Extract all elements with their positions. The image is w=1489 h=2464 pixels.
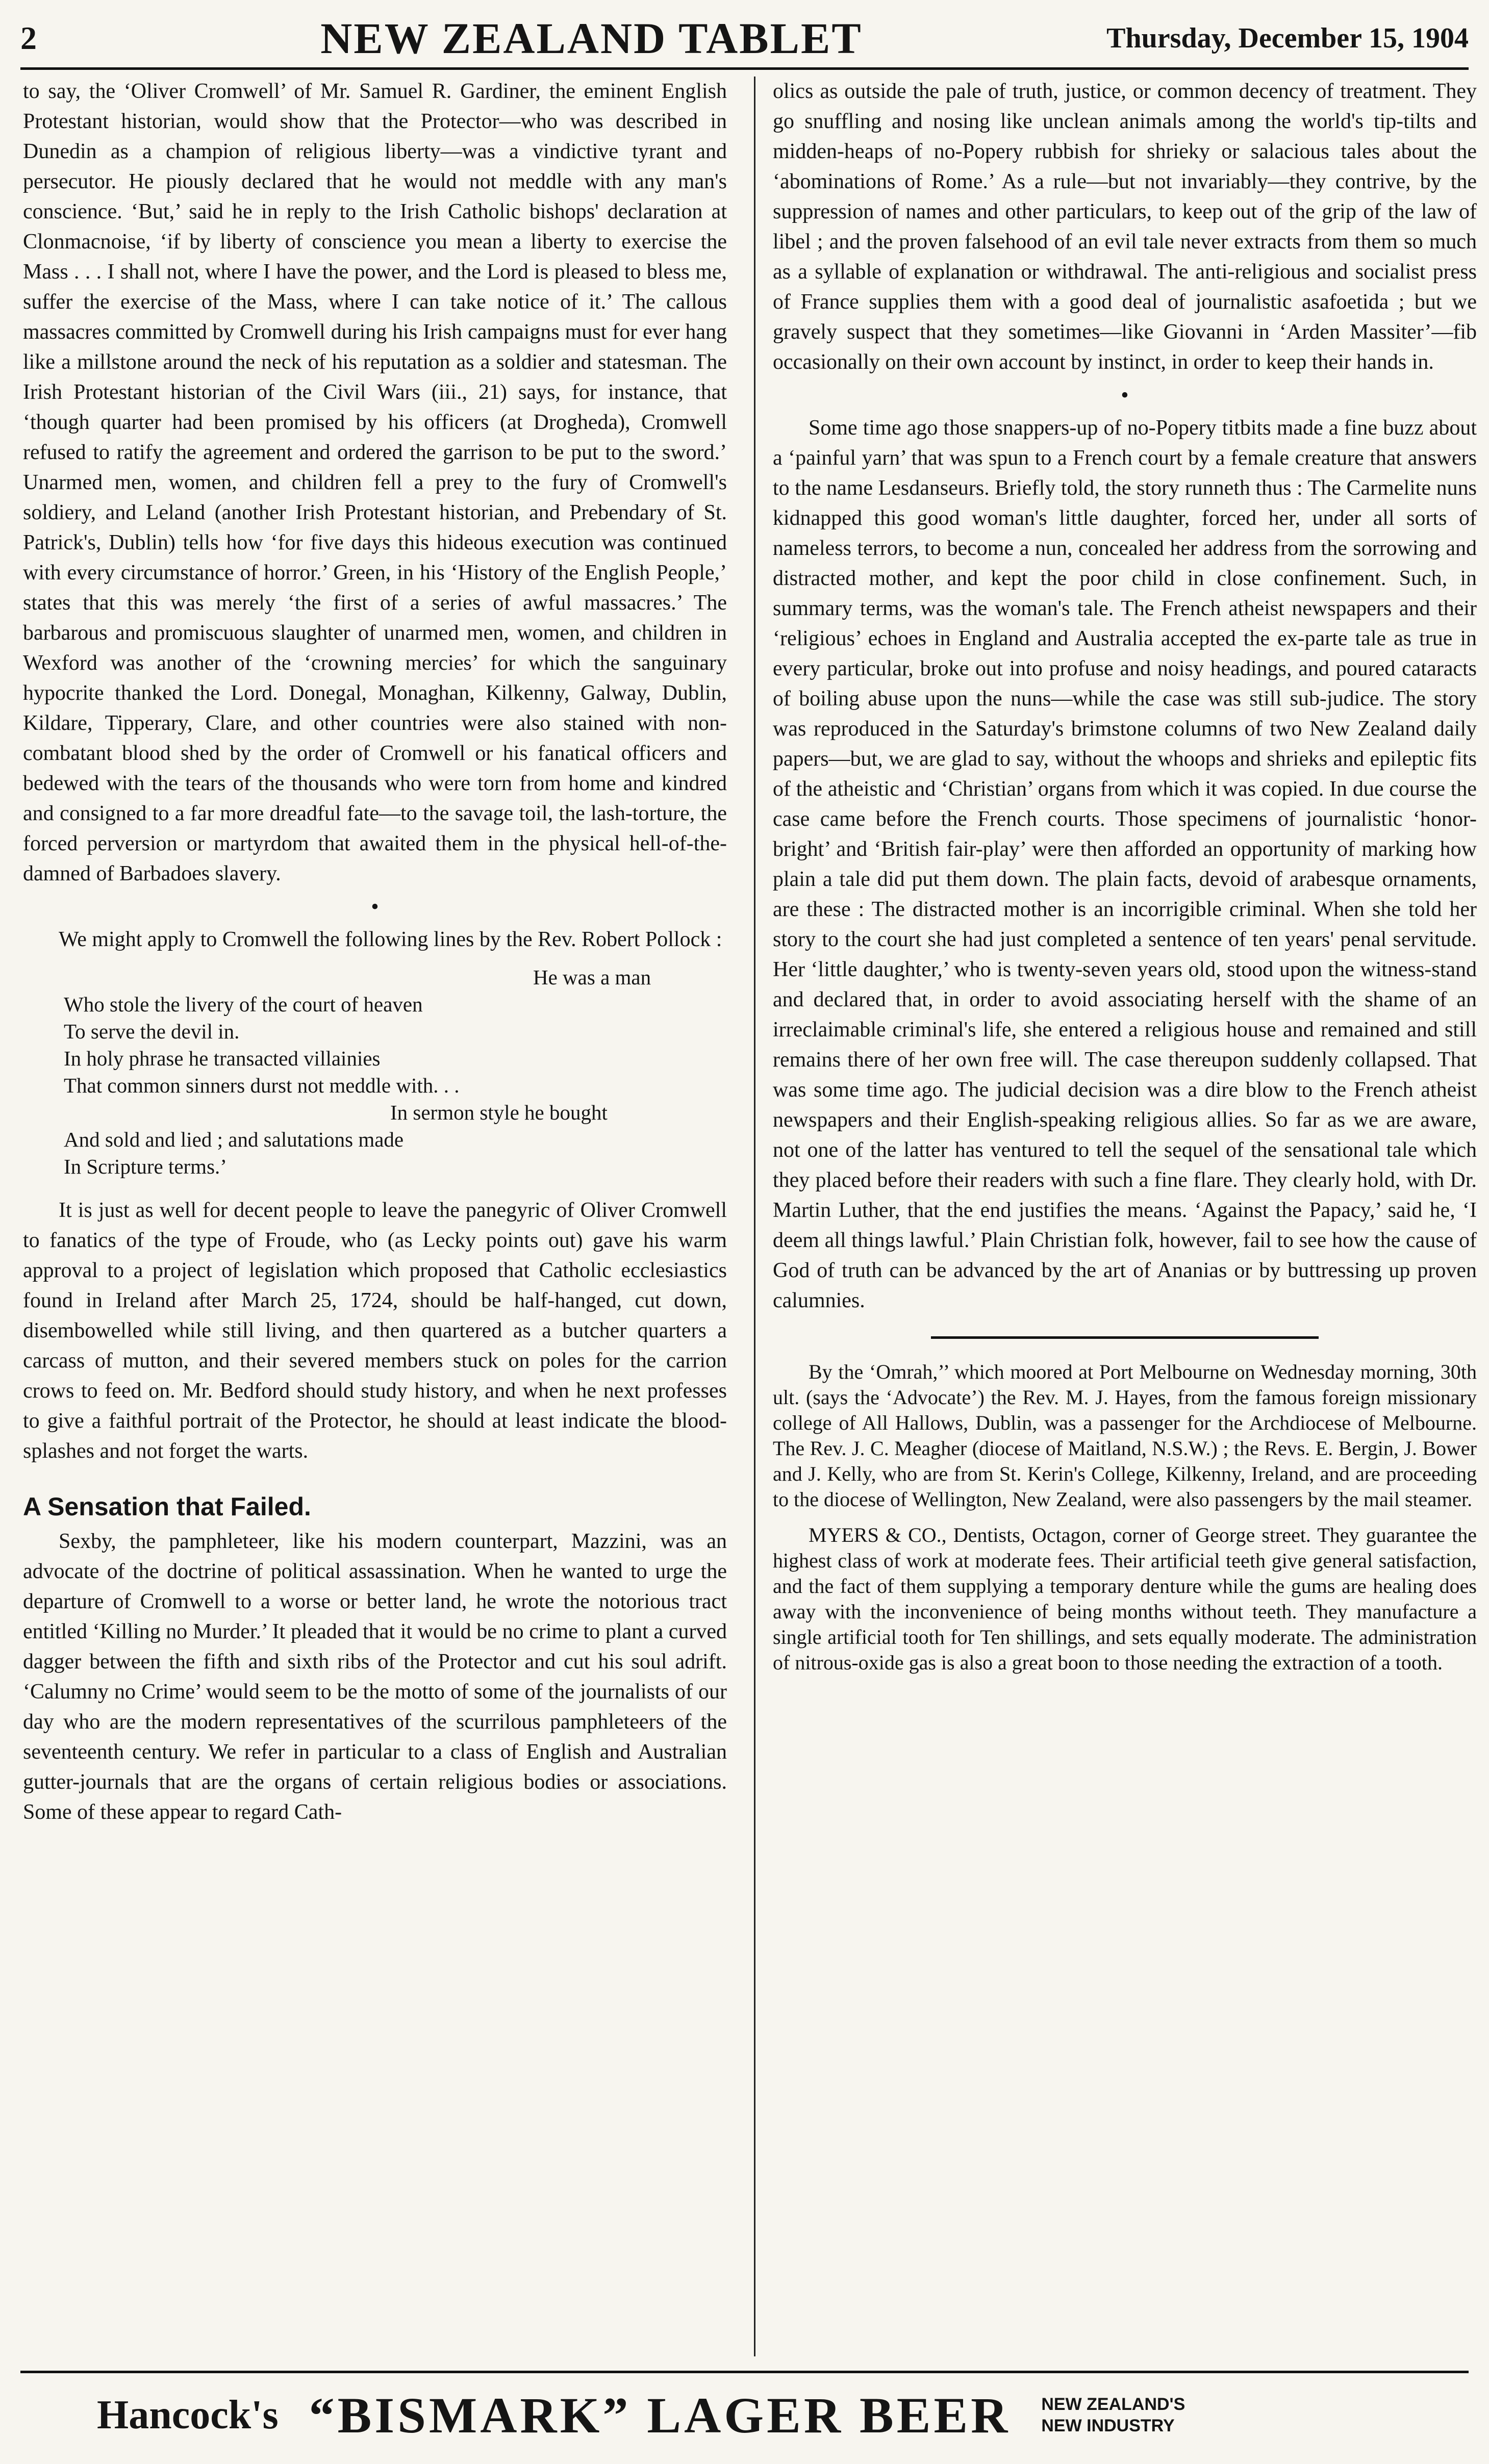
pollock-poem (64, 964, 727, 1180)
page-header (20, 10, 1469, 66)
poem-line: Who stole the livery of the court of heaven (64, 993, 423, 1016)
poem-line: And sold and lied ; and salutations made (64, 1128, 404, 1151)
column-divider (754, 77, 755, 2356)
poem-line: In Scripture terms.’ (64, 1155, 227, 1178)
issue-date: Thursday, December 15, 1904 (1106, 22, 1469, 54)
left-column (23, 77, 727, 2356)
ad-tagline (1041, 2394, 1185, 2436)
left-paragraph-1: to say, the ‘Oliver Cromwell’ of Mr. Samuel R. Gardiner, the eminent English Protestant historian, would show that the Protector—who was described in Dunedin as a champion of religious liberty—was a vindictive tyrant and persecutor. He piously declared that he would not meddle with any man's conscience. ‘But,’ said he in reply to the Irish Catholic bishops' declaration at Clonmacnoise, ‘if by liberty of conscience you mean a liberty to exercise the Mass . . . I shall not, where I have the power, and the Lord is pleased to bless me, suffer the exercise of the Mass, where I can take notice of it.’ The callous massacres committed by Cromwell during his Irish campaigns must for ever hang like a millstone around the neck of his reputation as a soldier and statesman. The Irish Protestant historian of the Civil Wars (iii., 21) says, for instance, that ‘though quarter had been promised by his officers (at Drogheda), Cromwell refused to ratify the agreement and ordered the garrison to be put to the sword.’ Unarmed men, women, and children fell a prey to the fury of Cromwell's soldiery, and Leland (another Irish Protestant historian, and Prebendary of St. Patrick's, Dublin) tells how ‘for five days this hideous execution was continued with every circumstance of horror.’ Green, in his ‘History of the English People,’ states that this was merely ‘the first of a series of awful massacres.’ The barbarous and promiscuous slaughter of unarmed men, women, and children in Wexford was another of the ‘crowning mercies’ for which the sanguinary hypocrite thanked the Lord. Donegal, Monaghan, Kilkenny, Galway, Dublin, Kildare, Tipperary, Clare, and other countries were also stained with non-combatant blood shed by the order of Cromwell or his fanatical officers and bedewed with the tears of the thousands who were torn from home and kindred and consigned to a far more dreadful fate—to the savage toil, the lash-torture, the forced perversion or martyrdom that awaited them in the physical hell-of-the-damned of Barbadoes slavery. (23, 80, 727, 885)
footer-advertisement (20, 2377, 1469, 2453)
ad-brand: Hancock's (97, 2392, 279, 2437)
left-bullet-1: • (371, 894, 379, 919)
section-heading: A Sensation that Failed. (23, 1492, 311, 1521)
header-rule (20, 67, 1469, 70)
ad-tagline-line-1: NEW ZEALAND'S (1041, 2395, 1185, 2414)
poem-line: In holy phrase he transacted villainies (64, 1047, 381, 1070)
right-paragraph-2: Some time ago those snappers-up of no-Popery titbits made a fine buzz about a ‘painful yarn’ that was spun to a French court by a female creature that answers to the name Lesdanseurs. Briefly told, the story runneth thus : The Carmelite nuns kidnapped this good woman's little daughter, forced her, under all sorts of nameless terrors, to become a nun, concealed her address from the sorrowing and distracted mother, and kept the poor child in close confinement. Such, in summary terms, was the woman's tale. The French atheist newspapers and their ‘religious’ echoes in England and Australia accepted the ex-parte tale as true in every particular, broke out into profuse and noisy headings, and poured cataracts of boiling abuse upon the nuns—while the case was still sub-judice. The story was reproduced in the Saturday's brimstone columns of two New Zealand daily papers—but, we are glad to say, without the whoops and shrieks and epileptic fits of the atheistic and ‘Christian’ organs from which it was copied. In due course the case came before the French courts. Those specimens of journalistic ‘honor-bright’ and ‘British fair-play’ were then afforded an opportunity of marking how plain a tale did put them down. The plain facts, devoid of arabesque ornaments, are these : The distracted mother is an incorrigible criminal. When she told her story to the court she had just completed a sentence of ten years' penal servitude. Her ‘little daughter,’ who is twenty-seven years old, stood upon the witness-stand and declared that, in order to avoid associating herself with the shame of an irreclaimable criminal's life, she entered a religious house and remained and still remains there of her own free will. The case thereupon suddenly collapsed. That was some time ago. The judicial decision was a dire blow to the French atheist newspapers and their English-speaking religious allies. So far as we are aware, not one of the latter has ventured to tell the sequel of the sensational tale which they placed before their readers with such a fine flare. They clearly hold, with Dr. Martin Luther, that the end justifies the means. ‘Against the Papacy,’ said he, ‘I deem all things lawful.’ Plain Christian folk, however, fail to see how the cause of God of truth can be advanced by the art of Ananias or by buttressing up proven calumnies. (773, 416, 1477, 1312)
footer-rule (20, 2371, 1469, 2373)
masthead-title: NEW ZEALAND TABLET (320, 14, 863, 63)
section-rule (931, 1336, 1319, 1339)
ad-product: “BISMARK” LAGER BEER (309, 2386, 1011, 2444)
right-paragraph-3: By the ‘Omrah,’’ which moored at Port Melbourne on Wednesday morning, 30th ult. (says the ‘Advocate’) the Rev. M. J. Hayes, from the famous foreign missionary college of All Hallows, Dublin, was a passenger for the Archdiocese of Melbourne. The Rev. J. C. Meagher (diocese of Maitland, N.S.W.) ; the Revs. E. Bergin, J. Bower and J. Kelly, who are from St. Kerin's College, Kilkenny, Ireland, and are proceeding to the diocese of Wellington, New Zealand, were also passengers by the mail steamer. (773, 1360, 1477, 1511)
right-paragraph-1: olics as outside the pale of truth, justice, or common decency of treatment. They go snuffling and nosing like unclean animals among the world's tip-tilts and midden-heaps of no-Popery rubbish for shrieky or salacious tales about the ‘abominations of Rome.’ As a rule—but not invariably—they contrive, by the suppression of names and other particulars, to keep out of the grip of the law of libel ; and the proven falsehood of an evil tale never extracts from them so much as a syllable of explanation or withdrawal. The anti-religious and socialist press of France supplies them with a good deal of journalistic asafoetida ; but we gravely suspect that they sometimes—like Giovanni in ‘Arden Massiter’—fib occasionally on their own account by instinct, in order to keep their hands in. (773, 80, 1477, 374)
poem-line: That common sinners durst not meddle with. . . (64, 1074, 460, 1097)
left-paragraph-3: It is just as well for decent people to leave the panegyric of Oliver Cromwell to fanatics of the type of Froude, who (as Lecky points out) gave his warm approval to a project of legislation which proposed that Catholic ecclesiastics found in Ireland after March 25, 1724, should be half-hanged, cut down, disembowelled while still living, and then quartered as a butcher quarters a carcass of mutton, and their severed members stuck on poles for the carrion crows to feed on. Mr. Bedford should study history, and when he next professes to give a faithful portrait of the Protector, he should at least indicate the blood-splashes and not forget the warts. (23, 1199, 727, 1463)
poem-line: To serve the devil in. (64, 1020, 240, 1043)
poem-line: He was a man (533, 966, 651, 989)
left-paragraph-2: We might apply to Cromwell the following lines by the Rev. Robert Pollock : (59, 928, 722, 951)
page-number: 2 (20, 20, 37, 56)
right-bullet-1: • (1121, 383, 1129, 408)
poem-line: In sermon style he bought (390, 1101, 608, 1124)
left-paragraph-4: Sexby, the pamphleteer, like his modern counterpart, Mazzini, was an advocate of the doctrine of political assassination. When he wanted to urge the departure of Cromwell to a worse or better land, he wrote the notorious tract entitled ‘Killing no Murder.’ It pleaded that it would be no crime to plant a curved dagger between the fifth and sixth ribs of the Protector and cut his soul adrift. ‘Calumny no Crime’ would seem to be the motto of some of the journalists of our day who are the modern representatives of the scurrilous pamphleteers of the seventeenth century. We refer in particular to a class of English and Australian gutter-journals that are the organs of certain religious bodies or associations. Some of these appear to regard Cath- (23, 1530, 727, 1824)
right-column (773, 77, 1477, 2356)
ad-tagline-line-2: NEW INDUSTRY (1041, 2416, 1175, 2435)
dentist-advertisement: MYERS & CO., Dentists, Octagon, corner of George street. They guarantee the highest class of work at moderate fees. Their artificial teeth give general satisfaction, and the fact of them supplying a temporary denture while the gums are healing does away with the inconvenience of being months without teeth. They manufacture a single artificial tooth for Ten shillings, and sets equally moderate. The administration of nitrous-oxide gas is also a great boon to those needing the extraction of a tooth. (773, 1523, 1477, 1674)
